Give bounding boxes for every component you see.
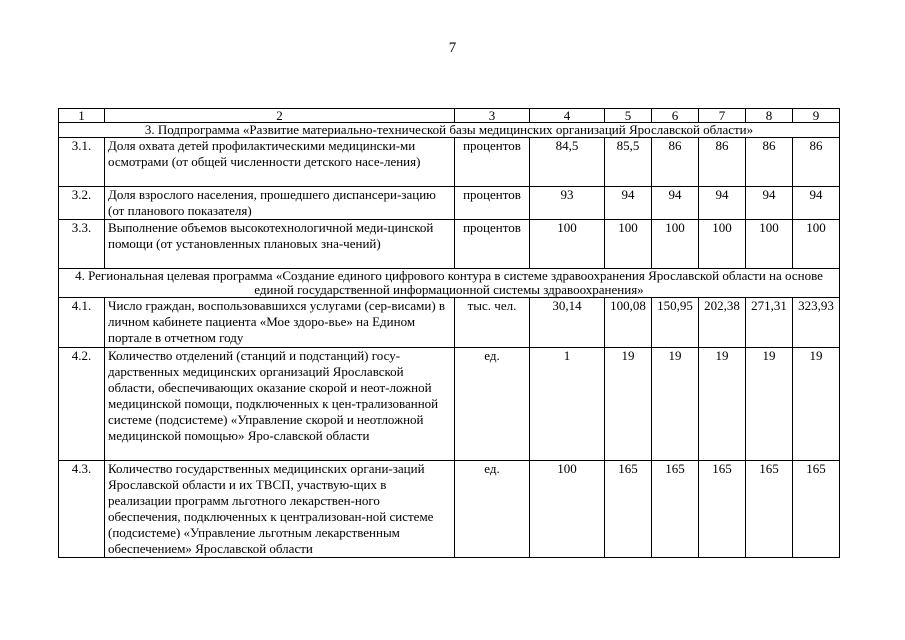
header-cell: 1 bbox=[59, 109, 105, 123]
row-value: 100 bbox=[699, 220, 746, 269]
row-value: 84,5 bbox=[530, 138, 605, 187]
row-number: 4.2. bbox=[59, 348, 105, 461]
row-description: Число граждан, воспользовавшихся услугами (сер-висами) в личном кабинете пациента «Мое здоро-вье» на Едином портале в отчетном году bbox=[105, 298, 455, 348]
table-row bbox=[59, 461, 840, 558]
header-cell: 3 bbox=[455, 109, 530, 123]
row-value: 19 bbox=[652, 348, 699, 461]
header-row bbox=[59, 109, 840, 123]
row-value: 100 bbox=[530, 220, 605, 269]
section-row bbox=[59, 123, 840, 138]
row-value: 86 bbox=[793, 138, 840, 187]
row-value: 94 bbox=[699, 187, 746, 220]
section-row bbox=[59, 269, 840, 298]
row-number: 3.1. bbox=[59, 138, 105, 187]
row-value: 19 bbox=[605, 348, 652, 461]
header-cell: 5 bbox=[605, 109, 652, 123]
row-value: 30,14 bbox=[530, 298, 605, 348]
row-value: 86 bbox=[652, 138, 699, 187]
row-value: 165 bbox=[793, 461, 840, 558]
row-value: 100 bbox=[652, 220, 699, 269]
row-value: 100 bbox=[530, 461, 605, 558]
row-value: 165 bbox=[746, 461, 793, 558]
row-value: 150,95 bbox=[652, 298, 699, 348]
header-cell: 9 bbox=[793, 109, 840, 123]
table-row bbox=[59, 187, 840, 220]
row-value: 100 bbox=[746, 220, 793, 269]
row-number: 4.1. bbox=[59, 298, 105, 348]
row-value: 85,5 bbox=[605, 138, 652, 187]
row-value: 165 bbox=[605, 461, 652, 558]
row-description: Количество отделений (станций и подстанций) госу-дарственных медицинских организаций Ярославской области, обеспечивающих оказание скорой и неот-ложной медицинской помощи, подключенных к цен-трализованной системе (подсистеме) «Управление скорой и неотложной медицинской помощью» Яро-славской области bbox=[105, 348, 455, 461]
row-value: 100 bbox=[793, 220, 840, 269]
row-value: 271,31 bbox=[746, 298, 793, 348]
row-unit: ед. bbox=[455, 348, 530, 461]
row-value: 94 bbox=[793, 187, 840, 220]
section-title: 4. Региональная целевая программа «Создание единого цифрового контура в системе здравоохранения Ярославской области на основе единой государственной информационной системы здравоохранения» bbox=[59, 269, 840, 298]
header-cell: 6 bbox=[652, 109, 699, 123]
row-description: Выполнение объемов высокотехнологичной меди-цинской помощи (от установленных плановых зна-чений) bbox=[105, 220, 455, 269]
table-row bbox=[59, 138, 840, 187]
row-value: 1 bbox=[530, 348, 605, 461]
row-unit: тыс. чел. bbox=[455, 298, 530, 348]
table-row bbox=[59, 220, 840, 269]
row-value: 86 bbox=[746, 138, 793, 187]
row-number: 3.3. bbox=[59, 220, 105, 269]
row-value: 100 bbox=[605, 220, 652, 269]
row-value: 19 bbox=[699, 348, 746, 461]
row-value: 165 bbox=[652, 461, 699, 558]
row-description: Доля взрослого населения, прошедшего диспансери-зацию (от планового показателя) bbox=[105, 187, 455, 220]
row-number: 3.2. bbox=[59, 187, 105, 220]
row-value: 86 bbox=[699, 138, 746, 187]
row-unit: ед. bbox=[455, 461, 530, 558]
row-value: 19 bbox=[746, 348, 793, 461]
row-value: 19 bbox=[793, 348, 840, 461]
row-description: Количество государственных медицинских органи-заций Ярославской области и их ТВСП, участвую-щих в реализации программ льготного лекарствен-ного обеспечения, подключенных к централизован-ной системе (подсистеме) «Управление льготным лекарственным обеспечением» Ярославской области bbox=[105, 461, 455, 558]
row-value: 93 bbox=[530, 187, 605, 220]
section-title: 3. Подпрограмма «Развитие материально-технической базы медицинских организаций Ярославской области» bbox=[59, 123, 840, 138]
row-unit: процентов bbox=[455, 220, 530, 269]
row-number: 4.3. bbox=[59, 461, 105, 558]
header-cell: 7 bbox=[699, 109, 746, 123]
row-value: 323,93 bbox=[793, 298, 840, 348]
table-row bbox=[59, 298, 840, 348]
header-cell: 4 bbox=[530, 109, 605, 123]
row-value: 94 bbox=[605, 187, 652, 220]
row-value: 202,38 bbox=[699, 298, 746, 348]
row-value: 100,08 bbox=[605, 298, 652, 348]
row-unit: процентов bbox=[455, 138, 530, 187]
page-number: 7 bbox=[448, 40, 457, 56]
row-value: 94 bbox=[746, 187, 793, 220]
table-row bbox=[59, 348, 840, 461]
row-description: Доля охвата детей профилактическими медицински-ми осмотрами (от общей численности детского насе-ления) bbox=[105, 138, 455, 187]
row-value: 94 bbox=[652, 187, 699, 220]
indicators-table bbox=[58, 108, 840, 558]
row-unit: процентов bbox=[455, 187, 530, 220]
header-cell: 8 bbox=[746, 109, 793, 123]
row-value: 165 bbox=[699, 461, 746, 558]
header-cell: 2 bbox=[105, 109, 455, 123]
